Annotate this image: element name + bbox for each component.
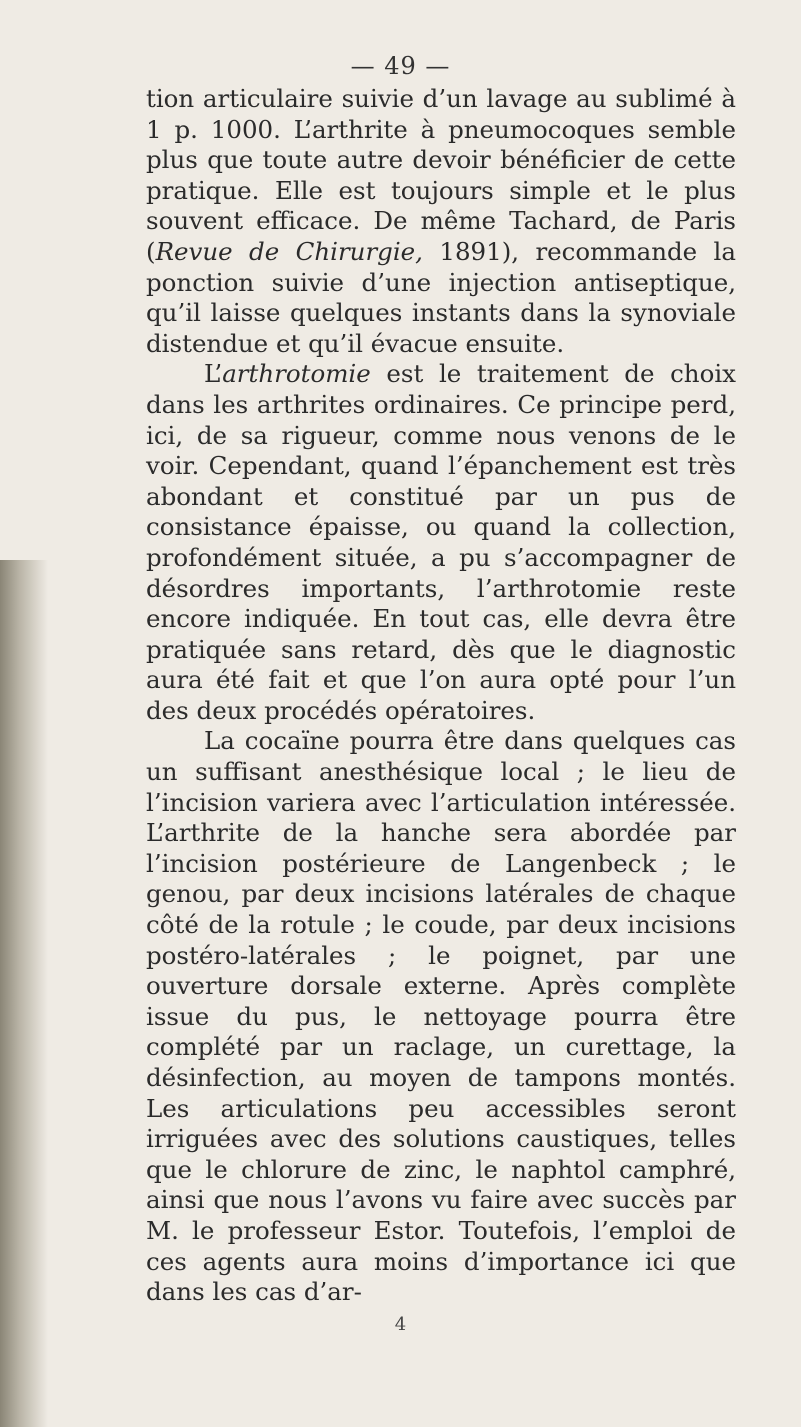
page-number: — 49 — [350, 52, 451, 80]
signature-mark: 4 [394, 1314, 407, 1335]
paragraph-2-text: est le traitement de choix dans les arthrites ordinaires. Ce principe perd, ici, de sa rigueur, comme nous venons de le voir. Cependant, quand l’épanchement est très abondant et constitué par un pus de consistance épaisse, ou quand la collection, profondément située, a pu s’accompagner de désordres importants, l’arthrotomie reste encore indiquée. En tout cas, elle devra être pratiquée sans retard, dès que le diagnostic aura été fait et que l’on aura opté pour l’un des deux procédés opératoires. [146, 359, 736, 725]
journal-title: Revue de Chirurgie, [155, 236, 423, 266]
paragraph-1-text: tion articulaire suivie d’un lavage au sublimé à 1 p. 1000. L’arthrite à pneumocoques semble plus que toute autre devoir bénéficier de cette pratique. Elle est toujours simple et le plus souvent efficace. De même Tachard, de Paris ( [146, 84, 736, 266]
paragraph-3 [146, 726, 736, 1307]
paragraph-2-prefix: L’ [204, 359, 223, 389]
paragraph-3-text: La cocaïne pourra être dans quelques cas un suffisant anesthésique local ; le lieu de l’incision variera avec l’articulation intéressée. L’arthrite de la hanche sera abordée par l’incision postérieure de Langenbeck ; le genou, par deux incisions latérales de chaque côté de la rotule ; le coude, par deux incisions postéro-latérales ; le poignet, par une ouverture dorsale externe. Après complète issue du pus, le nettoyage pourra être complété par un raclage, un curettage, la désinfection, au moyen de tampons montés. Les articulations peu accessibles seront irriguées avec des solutions caustiques, telles que le chlorure de zinc, le naphtol camphré, ainsi que nous l’avons vu faire avec succès par M. le professeur Estor. Toutefois, l’emploi de ces agents aura moins d’importance ici que dans les cas d’ar- [146, 726, 736, 1307]
arthrotomie-term: arthrotomie [222, 359, 371, 389]
body-text [146, 84, 736, 1308]
paragraph-1 [146, 84, 736, 359]
paragraph-1-text-after: 1891), recommande la ponction suivie d’une injection antiseptique, qu’il laisse quelques instants dans la synoviale distendue et qu’il évacue ensuite. [146, 236, 736, 358]
paragraph-2 [146, 359, 736, 726]
